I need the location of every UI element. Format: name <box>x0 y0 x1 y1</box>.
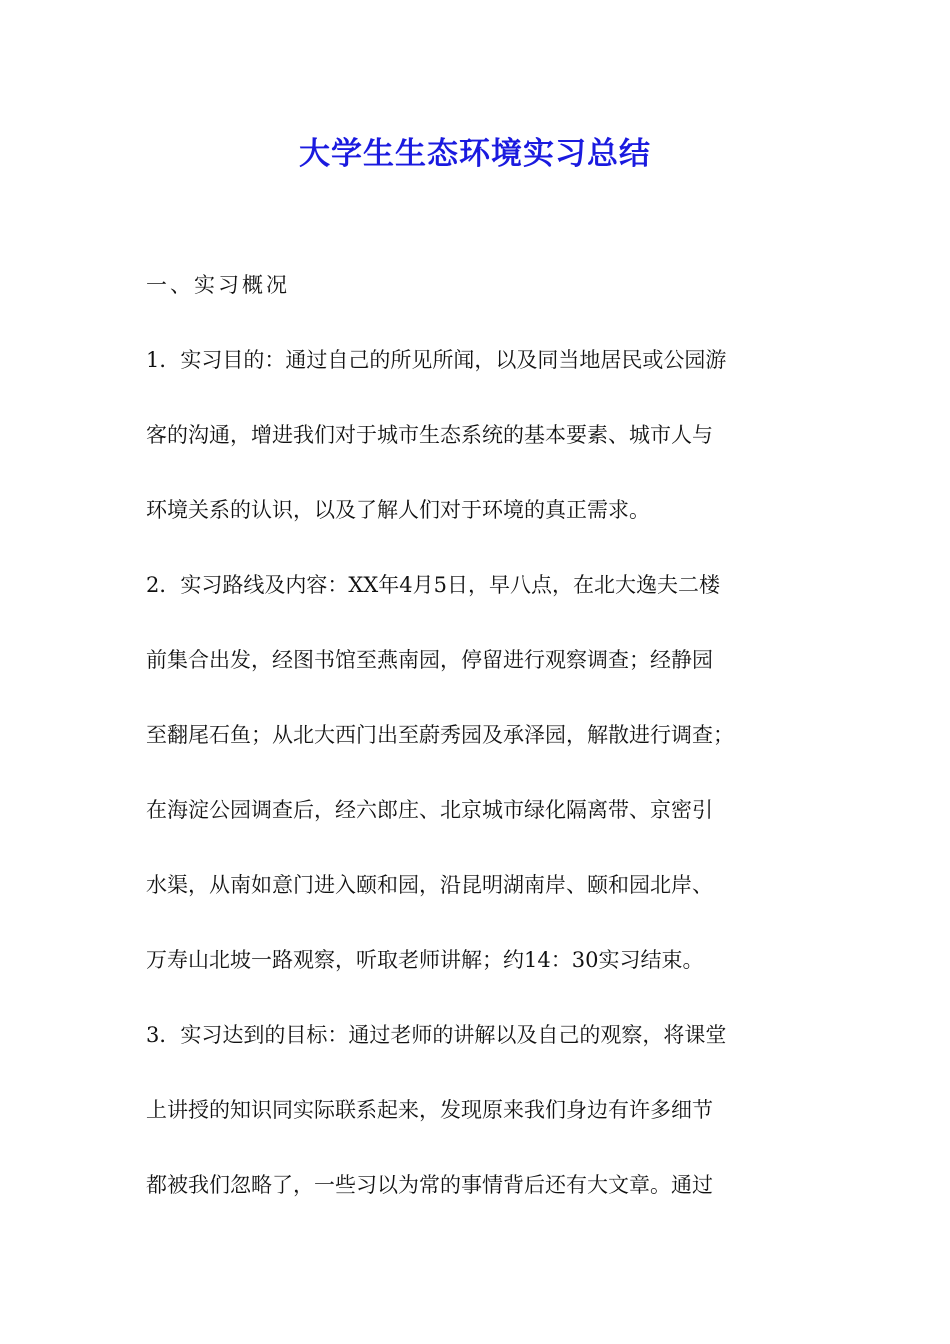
paragraph-line: 万寿山北坡一路观察，听取老师讲解；约14：30实习结束。 <box>146 948 704 972</box>
paragraph-line: 客的沟通，增进我们对于城市生态系统的基本要素、城市人与 <box>146 423 713 447</box>
paragraph-line: 都被我们忽略了，一些习以为常的事情背后还有大文章。通过 <box>146 1173 713 1197</box>
paragraph-line: 2．实习路线及内容：XX年4月5日，早八点，在北大逸夫二楼 <box>146 573 720 597</box>
paragraph-line: 水渠，从南如意门进入颐和园，沿昆明湖南岸、颐和园北岸、 <box>146 873 713 897</box>
paragraph-line: 至翻尾石鱼；从北大西门出至蔚秀园及承泽园，解散进行调查； <box>146 723 734 747</box>
section-heading-overview: 一、实习概况 <box>146 273 290 297</box>
document-title: 大学生生态环境实习总结 <box>299 136 651 172</box>
paragraph-line: 前集合出发，经图书馆至燕南园，停留进行观察调查；经静园 <box>146 648 713 672</box>
paragraph-line: 在海淀公园调查后，经六郎庄、北京城市绿化隔离带、京密引 <box>146 798 713 822</box>
paragraph-line: 上讲授的知识同实际联系起来，发现原来我们身边有许多细节 <box>146 1098 713 1122</box>
paragraph-line: 环境关系的认识，以及了解人们对于环境的真正需求。 <box>146 498 650 522</box>
paragraph-line: 3．实习达到的目标：通过老师的讲解以及自己的观察，将课堂 <box>146 1023 727 1047</box>
paragraph-line: 1．实习目的：通过自己的所见所闻，以及同当地居民或公园游 <box>146 348 727 372</box>
